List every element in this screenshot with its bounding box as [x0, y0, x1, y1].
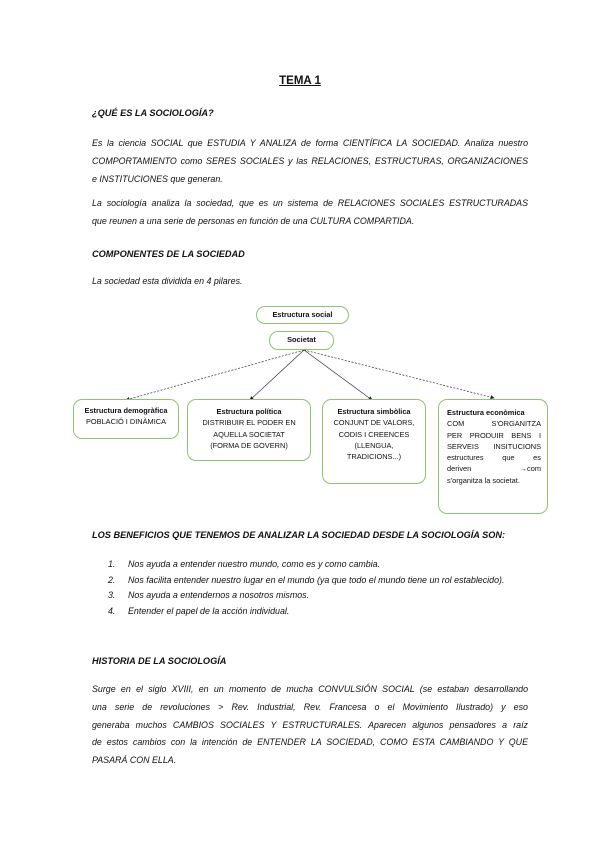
list-item — [108, 588, 528, 604]
box-estructura-social: Estructura social — [256, 306, 349, 324]
box-title: Estructura econòmica — [447, 408, 525, 417]
heading-historia: HISTORIA DE LA SOCIOLOGÍA — [92, 656, 227, 666]
text-line: de estos cambios con la intención de ENTENDER LA SOCIEDAD, COMO ESTA CAMBIANDO Y QUE — [92, 737, 528, 748]
text-line: COMPORTAMIENTO como SERES SOCIALES y las RELACIONES, ESTRUCTURAS, ORGANIZACIONES — [92, 155, 528, 166]
text-line: Surge en el siglo XVIII, en un momento de mucha CONVULSIÓN SOCIAL (se estaban desarrollando — [92, 684, 528, 694]
heading-que-es-sociologia: ¿QUÉ ES LA SOCIOLOGÍA? — [92, 108, 214, 118]
list-text: Entender el papel de la acción individual. — [128, 605, 290, 616]
box-line: DISTRIBUIR EL PODER EN — [202, 418, 296, 428]
box-line: TRADICIONS...) — [346, 452, 402, 462]
box-title: Estructura simbòlica — [337, 407, 411, 416]
list-item — [108, 573, 528, 589]
box-title: Estructura demogràfica — [84, 406, 168, 415]
list-text: Nos facilita entender nuestro lugar en el mundo (ya que todo el mundo tiene un rol establecido). — [128, 574, 505, 585]
heading-componentes: COMPONENTES DE LA SOCIEDAD — [92, 249, 245, 259]
box-line: COM S'ORGANITZA — [447, 419, 541, 429]
text-line: e INSTITUCIONES que generan. — [92, 173, 223, 184]
intro-pilares: La sociedad esta dividida en 4 pilares. — [92, 276, 243, 286]
box-line: CODIS I CREENCES — [338, 429, 410, 439]
box-societat: Societat — [269, 331, 334, 350]
box-line: estructures que es — [447, 453, 541, 463]
list-number: 2. — [108, 574, 116, 585]
heading-beneficios: LOS BENEFICIOS QUE TENEMOS DE ANALIZAR LA SOCIEDAD DESDE LA SOCIOLOGÍA SON: — [92, 530, 506, 540]
text-line: PASARÁ CON ELLA. — [92, 755, 177, 766]
box-estructura-demografica — [73, 399, 179, 439]
page-title: TEMA 1 — [279, 75, 321, 87]
list-number: 3. — [108, 590, 116, 600]
benefits-list — [108, 557, 528, 619]
text-line: que reunen a una serie de personas en función de una CULTURA COMPARTIDA. — [92, 215, 415, 226]
text-line: generaba muchos CAMBIOS SOCIALES Y ESTRUCTURALES. Aparecen algunos pensadores a raíz — [92, 719, 528, 730]
box-estructura-politica — [187, 399, 311, 461]
box-line: CONJUNT DE VALORS, — [333, 418, 415, 428]
paragraph-historia — [92, 681, 528, 770]
box-line: (FORMA DE GOVERN) — [210, 440, 288, 450]
text-line: Es la ciencia SOCIAL que ESTUDIA Y ANALIZA de forma CIENTÍFICA LA SOCIEDAD. Analiza nuestro — [92, 138, 528, 148]
box-estructura-economica — [438, 399, 548, 514]
box-line: deriven →com — [447, 464, 541, 474]
list-text: Nos ayuda a entendernos a nosotros mismos. — [128, 590, 310, 600]
box-line: s'organitza la societat. — [447, 475, 520, 485]
box-line: AQUELLA SOCIETAT — [213, 429, 285, 439]
list-number: 4. — [108, 605, 116, 616]
list-item — [108, 557, 528, 573]
box-estructura-simbolica — [322, 399, 426, 484]
list-text: Nos ayuda a entender nuestro mundo, como es y como cambia. — [128, 559, 381, 569]
box-line: POBLACIÓ I DINÀMICA — [85, 417, 167, 427]
box-line: SERVEIS INSITUCIONS — [447, 441, 541, 451]
text-line: La sociología analiza la sociedad, que es un sistema de RELACIONES SOCIALES ESTRUCTURADAS — [92, 198, 528, 208]
list-item — [108, 604, 528, 620]
box-line: (LLENGUA, — [354, 440, 394, 450]
box-line: PER PRODUIR BENS I — [447, 430, 541, 440]
list-number: 1. — [108, 559, 116, 569]
box-title: Estructura política — [216, 407, 282, 416]
text-line: una serie de revoluciones > Rev. Industrial, Rev. Francesa o el Movimiento Ilustrado) y eso — [92, 701, 528, 712]
